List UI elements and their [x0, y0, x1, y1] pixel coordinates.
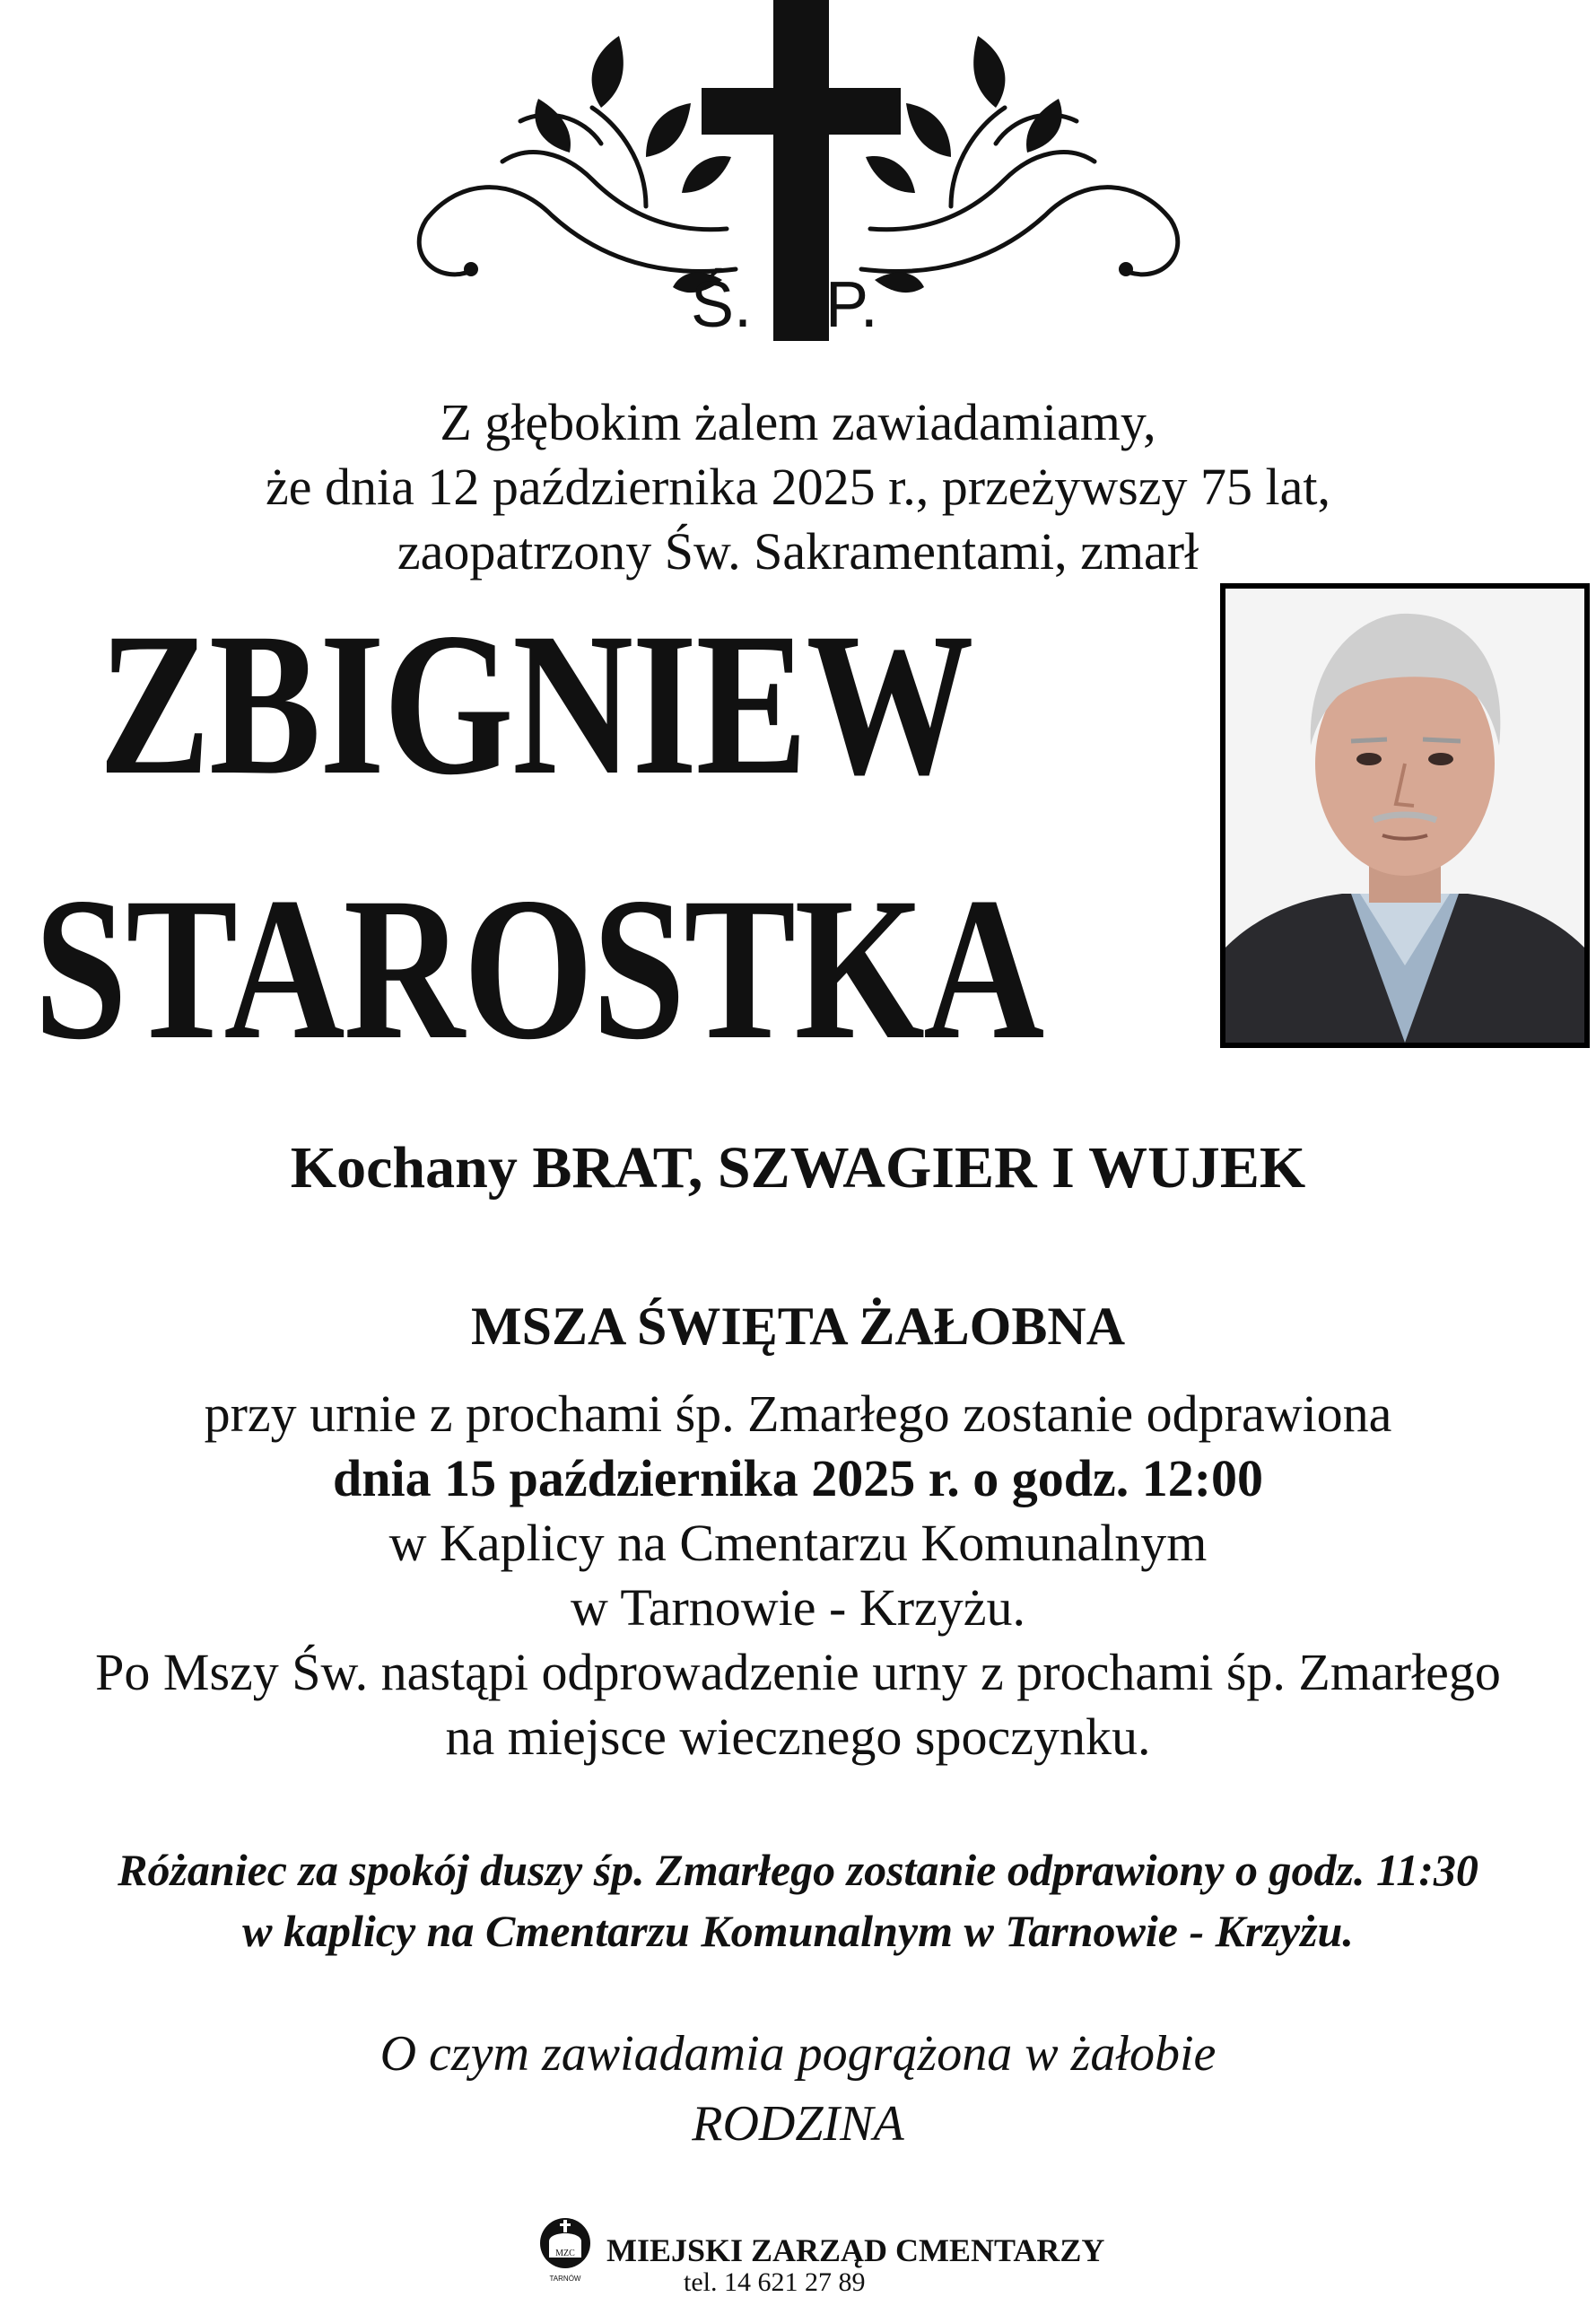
portrait-icon [1225, 589, 1584, 1043]
intro-text [0, 390, 1596, 584]
relation-text: Kochany BRAT, SZWAGIER I WUJEK [290, 1135, 1306, 1201]
last-name: STAROSTKA [34, 856, 1043, 1082]
organization-name: MIEJSKI ZARZĄD CMENTARZY [606, 2232, 1105, 2268]
portrait-photo [1220, 583, 1590, 1048]
logo-text-bottom: TARNÓW [549, 2275, 581, 2283]
intro-line: że dnia 12 października 2025 r., przeżywszy 75 lat, [266, 458, 1330, 516]
rosary-line: Różaniec za spokój duszy śp. Zmarłego zostanie odprawiony o godz. 11:30 [118, 1845, 1478, 1895]
rosary-text [0, 1839, 1596, 1961]
sp-left: Ś. [691, 269, 753, 341]
mass-line: w Kaplicy na Cmentarzu Komunalnym [388, 1514, 1208, 1572]
closing-text [0, 2019, 1596, 2159]
family-signature: RODZINA [692, 2096, 904, 2152]
mass-line: na miejsce wiecznego spoczynku. [445, 1707, 1151, 1766]
mass-title: MSZA ŚWIĘTA ŻAŁOBNA [470, 1297, 1126, 1356]
logo-text-top: MZC [555, 2249, 575, 2258]
first-name: ZBIGNIEW [99, 591, 972, 817]
cross-ornament [377, 0, 1220, 341]
intro-line: zaopatrzony Św. Sakramentami, zmarł [397, 522, 1199, 581]
mzc-logo-icon [536, 2214, 594, 2286]
closing-line: O czym zawiadamia pogrążona w żałobie [379, 2026, 1217, 2082]
rosary-line: w kaplicy na Cmentarzu Komunalnym w Tarnowie - Krzyżu. [242, 1906, 1354, 1956]
mass-details [0, 1382, 1596, 1769]
mass-line: Po Mszy Św. nastąpi odprowadzenie urny z prochami śp. Zmarłego [95, 1643, 1501, 1701]
mass-date-line: dnia 15 października 2025 r. o godz. 12:00 [332, 1449, 1264, 1507]
organization-phone: tel. 14 621 27 89 [684, 2267, 866, 2297]
sp-right: P. [825, 269, 878, 341]
mass-line: w Tarnowie - Krzyżu. [570, 1578, 1026, 1637]
mass-line: przy urnie z prochami śp. Zmarłego zostanie odprawiona [204, 1384, 1392, 1443]
intro-line: Z głębokim żalem zawiadamiamy, [440, 393, 1156, 451]
